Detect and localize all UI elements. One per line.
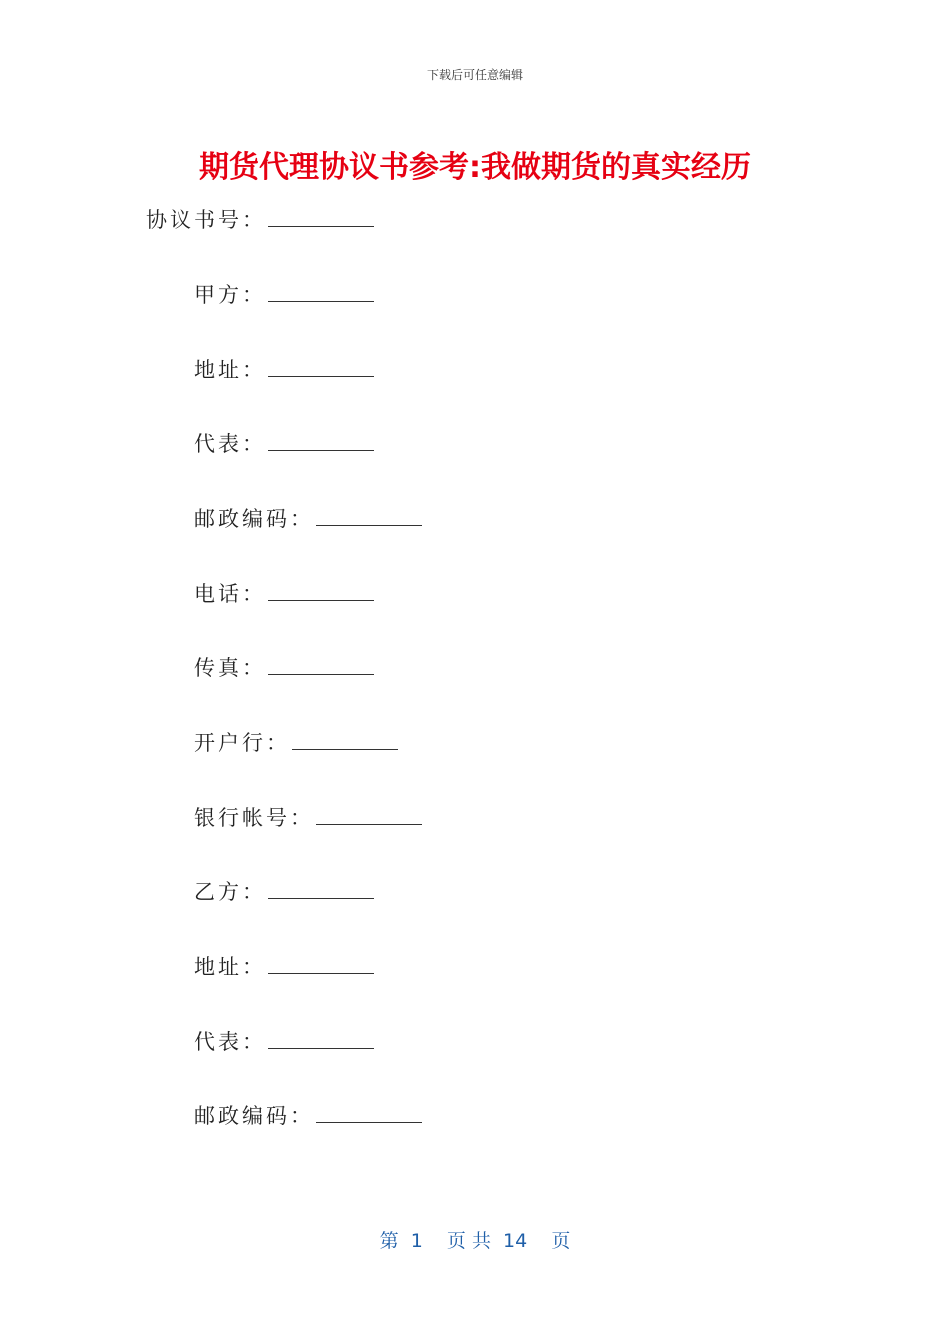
blank-line (316, 507, 422, 526)
blank-line (316, 1104, 422, 1123)
field-label: 银行帐号： (194, 806, 314, 830)
document-title: 期货代理协议书参考:我做期货的真实经历 (199, 150, 751, 185)
header-note: 下载后可任意编辑 (426, 68, 523, 82)
field-label: 甲方： (194, 283, 266, 307)
blank-line (268, 880, 374, 899)
field-label: 地址： (194, 358, 266, 382)
field-party-a-representative (194, 430, 374, 458)
blank-line (268, 283, 374, 302)
blank-line (268, 582, 374, 601)
field-party-b-address (194, 953, 374, 981)
field-party-a-bank (194, 729, 398, 757)
field-label: 传真： (194, 656, 266, 680)
field-label: 电话： (194, 582, 266, 606)
field-agreement-number (146, 206, 374, 234)
page-footer: 第 1 页 共 14 页 (379, 1230, 571, 1252)
blank-line (316, 806, 422, 825)
field-party-a-account (194, 804, 422, 832)
blank-line (268, 208, 374, 227)
blank-line (268, 1030, 374, 1049)
field-party-b (194, 878, 374, 906)
field-label: 乙方： (194, 880, 266, 904)
field-label: 开户行： (194, 731, 290, 755)
field-label: 代表： (194, 432, 266, 456)
field-party-a-postcode (194, 505, 422, 533)
field-party-a-fax (194, 654, 374, 682)
field-label: 地址： (194, 955, 266, 979)
field-label: 代表： (194, 1030, 266, 1054)
field-label: 邮政编码： (194, 1104, 314, 1128)
blank-line (268, 358, 374, 377)
field-party-a (194, 281, 374, 309)
field-party-a-address (194, 356, 374, 384)
blank-line (268, 432, 374, 451)
blank-line (268, 955, 374, 974)
field-label: 协议书号： (146, 208, 266, 232)
field-party-a-phone (194, 580, 374, 608)
field-party-b-representative (194, 1028, 374, 1056)
blank-line (268, 656, 374, 675)
field-label: 邮政编码： (194, 507, 314, 531)
blank-line (292, 731, 398, 750)
field-party-b-postcode (194, 1102, 422, 1130)
